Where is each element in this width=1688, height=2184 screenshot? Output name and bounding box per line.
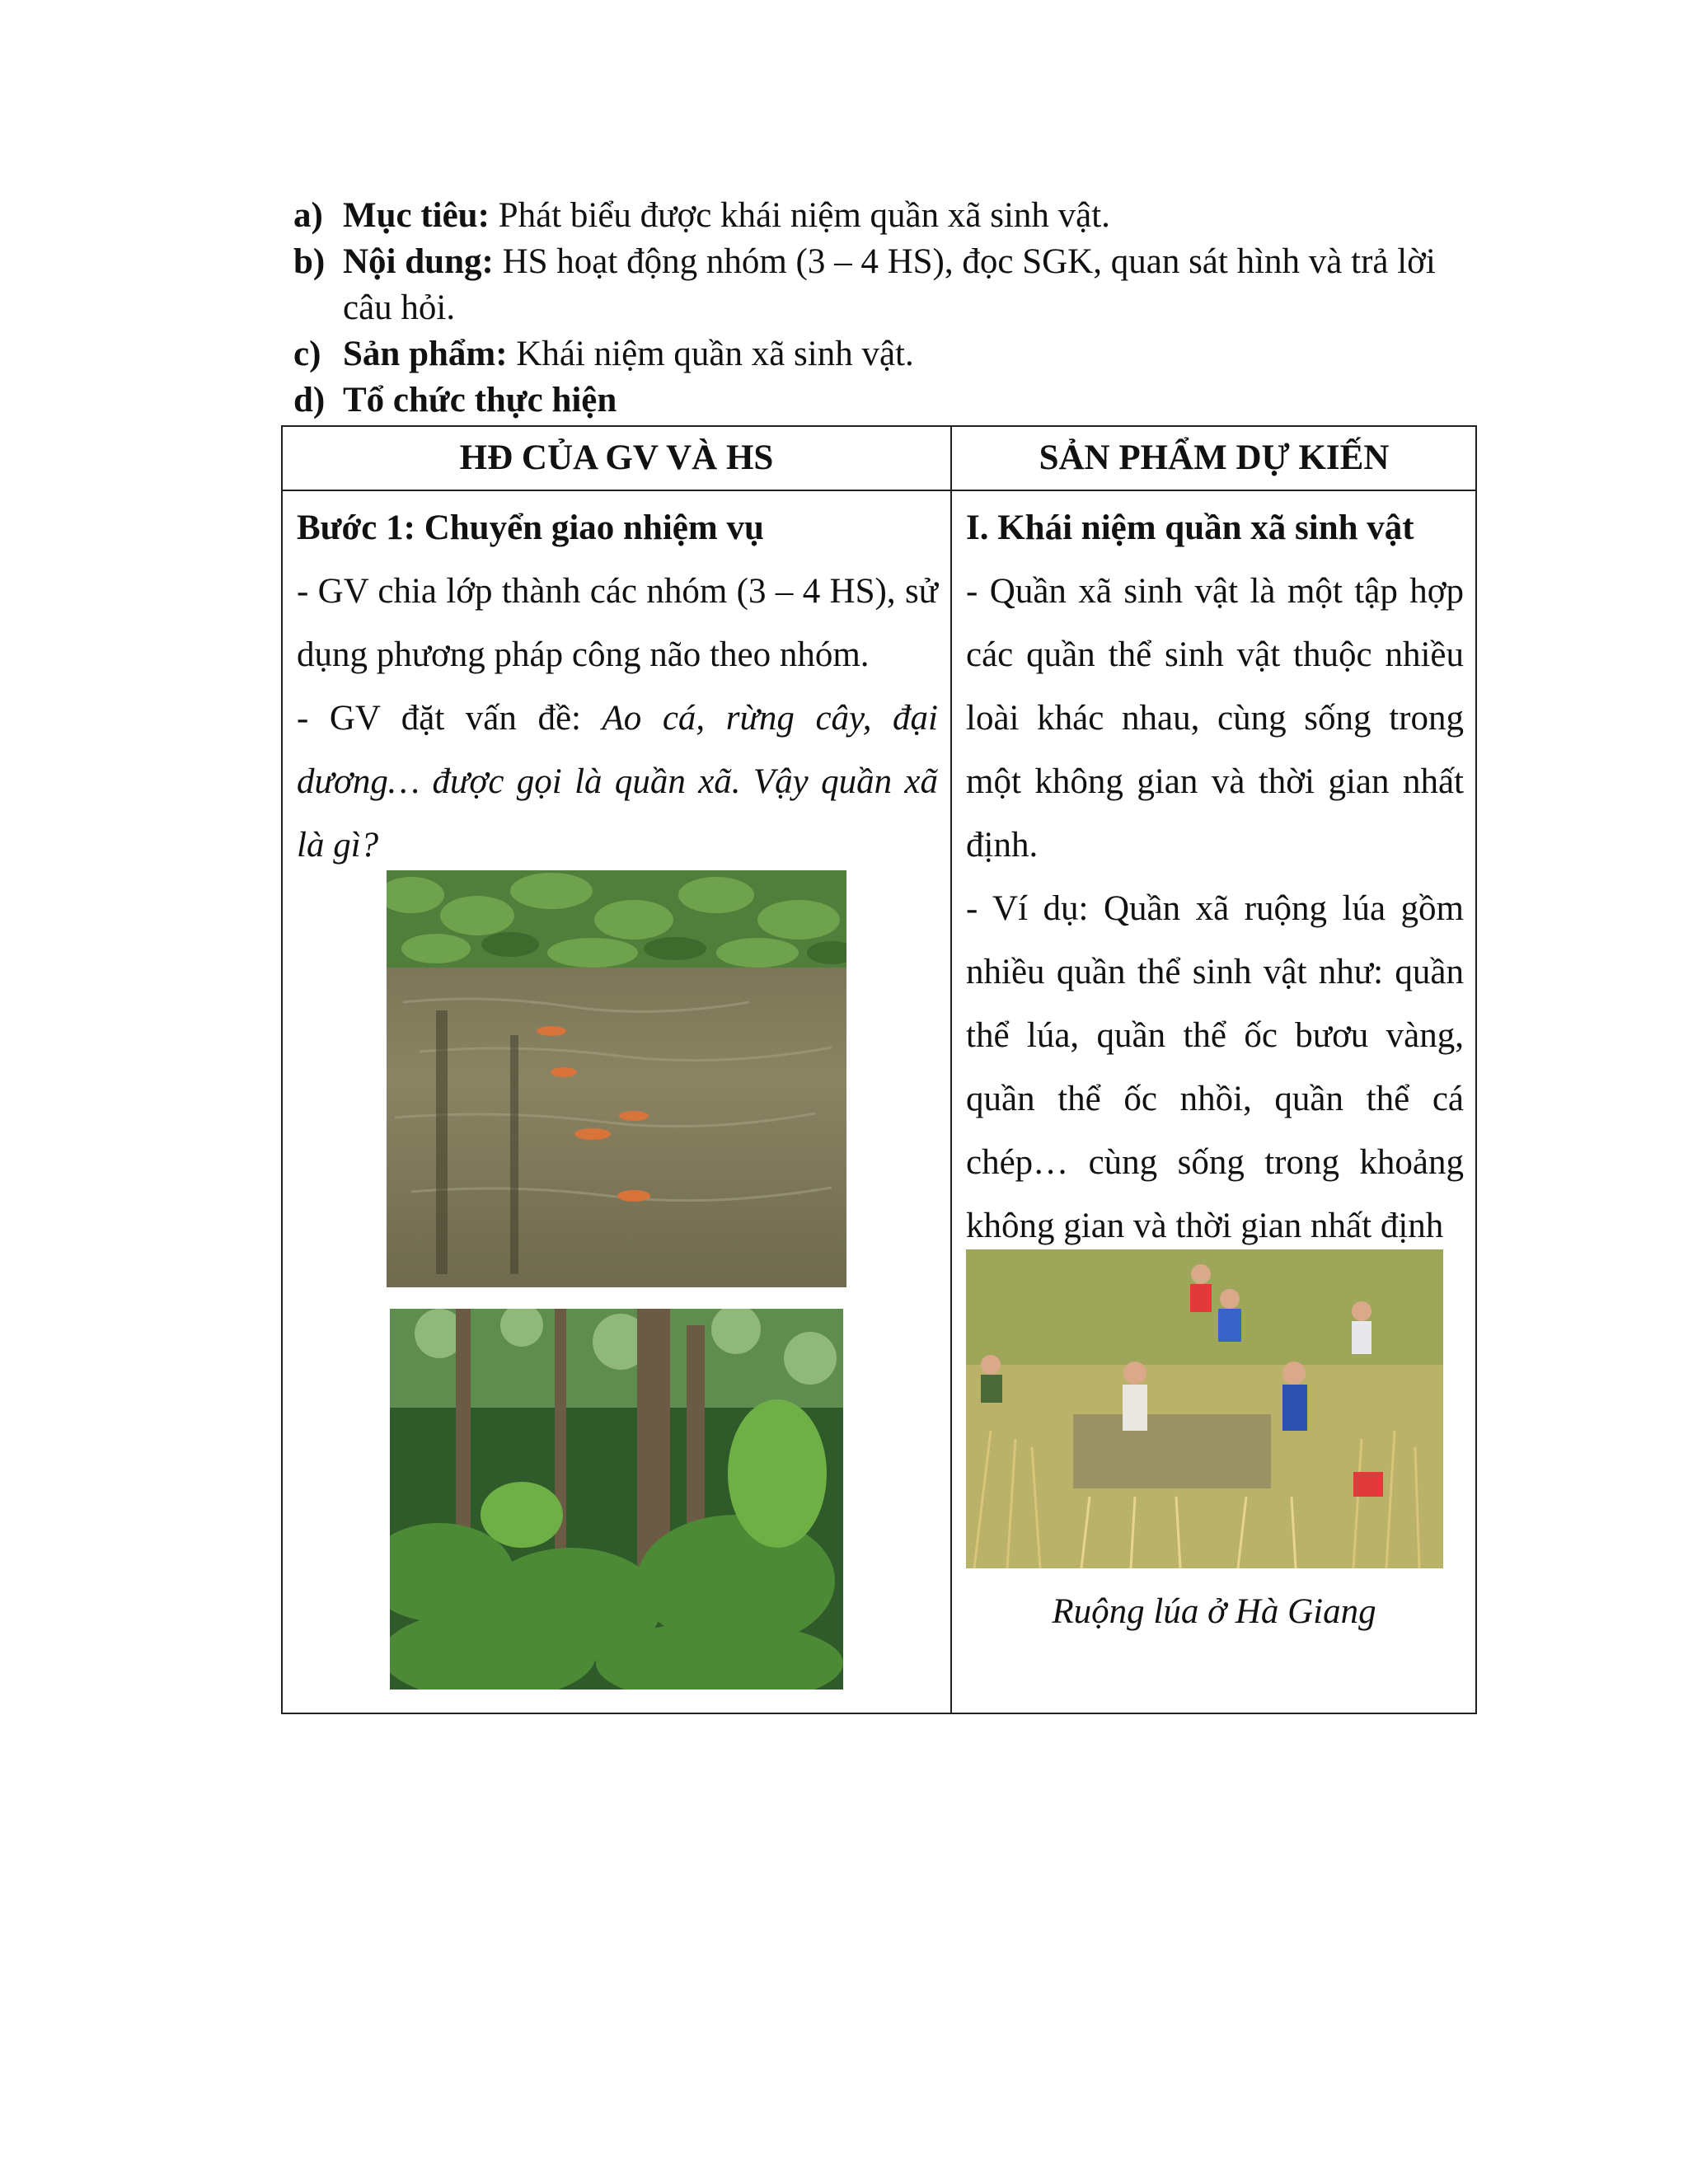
objective-marker: c) (293, 335, 321, 373)
objective-text: Phát biểu được khái niệm quần xã sinh vật. (489, 196, 1110, 235)
objective-text: HS hoạt động nhóm (3 – 4 HS), đọc SGK, quan sát hình và trả lời câu hỏi. (343, 242, 1436, 327)
rice-field-photo (966, 1249, 1443, 1568)
activity-paragraph: - GV chia lớp thành các nhóm (3 – 4 HS), sử dụng phương pháp công não theo nhóm. (297, 572, 938, 674)
objective-label: Mục tiêu: (343, 196, 490, 235)
objectives-list (293, 193, 1480, 424)
objective-marker: b) (293, 242, 326, 281)
objective-label: Sản phẩm: (343, 335, 508, 373)
activity-table (281, 425, 1477, 1714)
definition-paragraph: - Quần xã sinh vật là một tập hợp các quần thể sinh vật thuộc nhiều loài khác nhau, cùng sống trong một không gian và thời gian nhất định. (966, 572, 1464, 865)
objective-text: Khái niệm quần xã sinh vật. (507, 335, 914, 373)
example-paragraph: - Ví dụ: Quần xã ruộng lúa gồm nhiều quần thể sinh vật như: quần thể lúa, quần thể ốc bươu vàng, quần thể ốc nhồi, quần thể cá chép… cùng sống trong khoảng không gian và thời gian nhất định (966, 889, 1464, 1245)
objective-label: Tổ chức thực hiện (343, 381, 617, 419)
table-header-activities: HĐ CỦA GV VÀ HS (459, 438, 774, 477)
question-text: Ao cá, rừng cây, đại dương… được gọi là quần xã. Vậy quần xã là gì? (297, 699, 938, 865)
header-divider (283, 490, 1475, 491)
activity-question: - GV đặt vấn đề: Ao cá, rừng cây, đại dương… được gọi là quần xã. Vậy quần xã là gì? (297, 699, 938, 865)
activities-cell (297, 496, 938, 877)
objective-marker: d) (293, 381, 326, 419)
objective-item-c (293, 331, 1480, 377)
objective-marker: a) (293, 196, 323, 235)
step-title: Bước 1: Chuyển giao nhiệm vụ (297, 509, 764, 547)
pond-photo (387, 870, 846, 1287)
objective-item-a (293, 193, 1480, 239)
objective-item-d (293, 377, 1480, 424)
objective-label: Nội dung: (343, 242, 494, 281)
section-title: I. Khái niệm quần xã sinh vật (966, 509, 1414, 547)
column-divider (950, 427, 952, 1713)
forest-photo (390, 1309, 843, 1690)
products-cell (966, 496, 1464, 1258)
rice-field-caption: Ruộng lúa ở Hà Giang (1052, 1592, 1376, 1631)
table-header-products: SẢN PHẨM DỰ KIẾN (1039, 438, 1390, 477)
objective-item-b (293, 239, 1480, 331)
